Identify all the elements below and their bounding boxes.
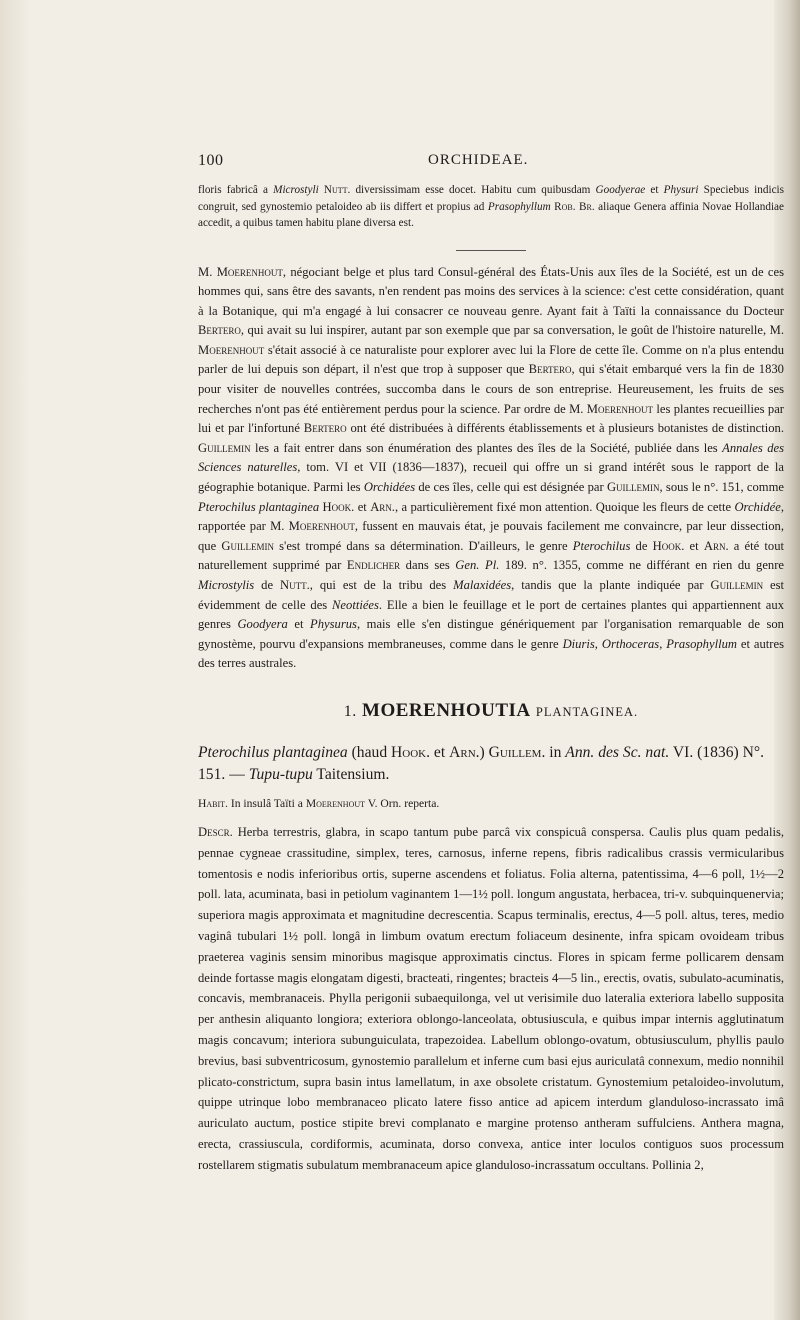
species-synonymy: Pterochilus plantaginea (haud Hook. et Arn.) Guillem. in Ann. des Sc. nat. VI. (1836) N°. 151. — Tupu-tupu Taitensium.: [198, 743, 764, 783]
habitat-label: Habit.: [198, 796, 228, 810]
description-paragraph: Descr. Herba terrestris, glabra, in scapo tantum pube parcâ vix conspicuâ conspersa. Caulis plus quam pedalis, pennae cygneae crassitudine, simplex, teres, carnosus, inferne repens, fibris radicalibus crassis vermicularibus tomentosis e nodis inferioribus ortis, superne ascendens et foliatus. Folia alterna, patentissima, 4—6 poll, 1½—2 poll. lata, acuminata, basi in petiolum vaginantem 1—1½ poll. longum angustata, herbacea, tri-v. subquinquenervia; superiora magis approximata et magnitudine decrescentia. Scapus terminalis, erectus, 4—5 poll. altus, teres, medio vaginâ tubulari 1½ poll. longâ in limbum ovatum erectum foliaceum desinente, infra spicam ovoideam tribus praeterea vaginis sensim minoribus magisque approximatis cinctus. Flores in spicam ferme pollicarem densam deinde fortasse magis elongatam digesti, bracteati, ringentes; bracteis 4—5 lin., erectis, ovatis, subulato-acuminatis, concavis, membranaceis. Phylla perigonii subaequilonga, vel ut verisimile duo lateralia exteriora labello supposita per anthesin aliquanto longiora; exteriora oblongo-lanceolata, obtusiuscula, e quibus impar internis agglutinatum magis concavum; interiora subunguiculata, trapezoidea. Labellum oblongo-ovatum, obtusiusculum, phyllis paulo brevius, basi subventricosum, gynostemio parallelum et inferne cum basi ejus auriculatâ connexum, medio nonnihil plicato-constrictum, supra basin intus lamellatum, in axe obsolete cristatum. Gynostemium petaloideo-involutum, quippe utrinque lobo membranaceo plicato latere fisso antice ad apicem interdum glanduloso-incrassato imâ auriculato auctum, postice stipite brevi complanato e margine protenso antheram suffulciens. Anthera magna, erecta, crassiuscula, cordiformis, acuminata, dorso convexa, antice inter loculos contiguos suos processum rostellarem stigmatis subulatum membranaceum apice glanduloso-incrassatum occultans. Pollinia 2,: [198, 824, 784, 1172]
description-label: Descr.: [198, 824, 233, 839]
genus-name: MOERENHOUTIA: [362, 699, 531, 721]
genus-number: 1.: [343, 702, 357, 720]
running-title: ORCHIDEAE.: [428, 152, 529, 168]
genus-heading: [198, 700, 784, 722]
body-paragraph: M. Moerenhout, négociant belge et plus tard Consul-général des États-Unis aux îles de la Société, est un de ces hommes qui, sans être des savants, n'en rendent pas moins des services à la science: c'est cette considération, quant à la Botanique, qui m'a engagé à lui consacrer ce nouveau genre. Ayant fait à Taïti la connaissance du Docteur Bertero, qui avait su lui inspirer, autant par son exemple que par sa conversation, le goût de l'histoire naturelle, M. Moerenhout s'était associé à ce naturaliste pour explorer avec lui la Flore de cette île. Comme on n'a plus entendu parler de lui depuis son départ, il n'est que trop à supposer que Bertero, qui s'était embarqué vers la fin de 1830 pour visiter de nouvelles contrées, succomba dans le cours de son entreprise. Heureusement, les fruits de ses recherches n'ont pas été entièrement perdus pour la science. Par ordre de M. Moerenhout les plantes recueillies par lui et par l'infortuné Bertero ont été distribuées à différents établissements et à plusieurs botanistes de distinction. Guillemin les a fait entrer dans son énumération des plantes des îles de la Société, publiée dans les Annales des Sciences naturelles, tom. VI et VII (1836—1837), recueil qui offre un si grand intérêt sous le rapport de la géographie botanique. Parmi les Orchidées de ces îles, celle qui est désignée par Guillemin, sous le n°. 151, comme Pterochilus plantaginea Hook. et Arn., a particulièrement fixé mon attention. Quoique les fleurs de cette Orchidée, rapportée par M. Moerenhout, fussent en mauvais état, je pouvais facilement me convaincre, par leur dissection, que Guillemin s'est trompé dans sa détermination. D'ailleurs, le genre Pterochilus de Hook. et Arn. a été tout naturellement supprimé par Endlicher dans ses Gen. Pl. 189. n°. 1355, comme ne différant en rien du genre Microstylis de Nutt., qui est de la tribu des Malaxidées, tandis que la plante indiquée par Guillemin est évidemment de celle des Neottiées. Elle a bien le feuillage et le port de certaines plantes qui appartiennent aux genres Goodyera et Physurus, mais elle s'en distingue génériquement par l'organisation remarquable de son gynostème, pourvu d'expansions membraneuses, comme dans le genre Diuris, Orthoceras, Prasophyllum et autres des terres australes.: [198, 264, 785, 671]
intro-paragraph: floris fabricâ a Microstyli Nutt. diversissimam esse docet. Habitu cum quibusdam Goodyerae et Physuri Speciebus indicis congruit, sed gynostemio petaloideo ab iis differt et propius ad Prasophyllum Rob. Br. aliaque Genera affinia Novae Hollandiae accedit, a quibus tamen habitu plane diversa est.: [198, 184, 785, 229]
page-header: [198, 152, 784, 174]
vernacular-name: Tupu-tupu: [248, 765, 313, 783]
section-divider: [456, 250, 526, 251]
species-name: Pterochilus plantaginea: [198, 743, 348, 761]
habitat-line: Habit. In insulâ Taïti a Moerenhout V. Orn. reperta.: [198, 796, 440, 810]
page-content: [198, 152, 784, 1188]
genus-epithet: PLANTAGINEA.: [535, 704, 639, 719]
page-number: 100: [198, 152, 224, 169]
left-page-shadow: [0, 0, 30, 1320]
